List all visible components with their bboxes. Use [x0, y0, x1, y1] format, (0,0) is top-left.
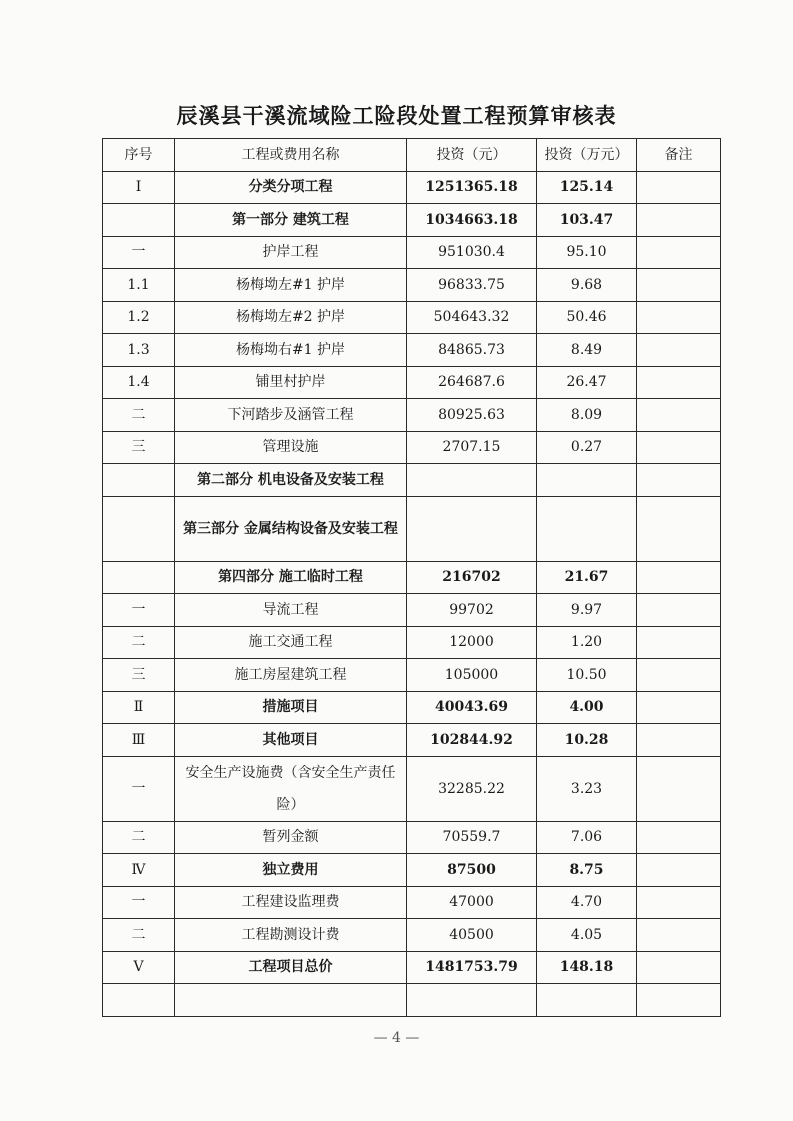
row-note	[637, 464, 721, 497]
table-row	[103, 691, 721, 724]
row-note	[637, 334, 721, 367]
row-item-name: 护岸工程	[175, 236, 407, 269]
table-row	[103, 334, 721, 367]
row-seq: 1.3	[103, 334, 175, 367]
row-item-name: 第二部分 机电设备及安装工程	[175, 464, 407, 497]
row-investment-yuan: 87500	[407, 854, 537, 887]
row-investment-yuan	[407, 496, 537, 561]
row-item-name: 其他项目	[175, 724, 407, 757]
header-seq: 序号	[103, 139, 175, 172]
row-seq: 一	[103, 886, 175, 919]
row-item-name: 导流工程	[175, 594, 407, 627]
row-investment-wan: 3.23	[537, 756, 637, 821]
table-row	[103, 821, 721, 854]
row-investment-wan: 0.27	[537, 431, 637, 464]
row-investment-wan	[537, 464, 637, 497]
row-seq	[103, 204, 175, 237]
row-seq: 二	[103, 399, 175, 432]
table-row	[103, 236, 721, 269]
table-row	[103, 626, 721, 659]
row-investment-yuan: 40500	[407, 919, 537, 952]
row-note	[637, 269, 721, 302]
row-seq: 1.2	[103, 301, 175, 334]
row-investment-wan: 8.75	[537, 854, 637, 887]
row-item-name: 工程勘测设计费	[175, 919, 407, 952]
row-item-name: 下河踏步及涵管工程	[175, 399, 407, 432]
row-investment-yuan: 1034663.18	[407, 204, 537, 237]
row-investment-yuan: 951030.4	[407, 236, 537, 269]
row-item-name: 杨梅坳左#2 护岸	[175, 301, 407, 334]
row-seq: 三	[103, 659, 175, 692]
row-note	[637, 171, 721, 204]
row-investment-wan: 4.05	[537, 919, 637, 952]
table-row	[103, 301, 721, 334]
row-investment-wan: 4.00	[537, 691, 637, 724]
page-number: — 4 —	[373, 1030, 420, 1046]
row-investment-yuan: 105000	[407, 659, 537, 692]
row-item-name: 第一部分 建筑工程	[175, 204, 407, 237]
row-investment-wan: 9.97	[537, 594, 637, 627]
row-investment-wan: 4.70	[537, 886, 637, 919]
row-seq: Ⅲ	[103, 724, 175, 757]
table-row	[103, 431, 721, 464]
row-note	[637, 659, 721, 692]
row-investment-wan: 103.47	[537, 204, 637, 237]
row-investment-wan: 10.28	[537, 724, 637, 757]
row-note	[637, 431, 721, 464]
row-investment-wan: 50.46	[537, 301, 637, 334]
row-note	[637, 756, 721, 821]
row-note	[637, 886, 721, 919]
table-row	[103, 886, 721, 919]
row-seq: 一	[103, 756, 175, 821]
row-investment-wan: 26.47	[537, 366, 637, 399]
page-title: 辰溪县干溪流域险工险段处置工程预算审核表	[176, 103, 617, 128]
row-item-name: 工程建设监理费	[175, 886, 407, 919]
table-row	[103, 594, 721, 627]
row-seq: Ⅱ	[103, 691, 175, 724]
table-row	[103, 854, 721, 887]
table-row	[103, 464, 721, 497]
row-note	[637, 951, 721, 984]
row-seq: Ⅰ	[103, 171, 175, 204]
row-seq: 二	[103, 626, 175, 659]
row-note	[637, 561, 721, 594]
row-investment-wan: 8.49	[537, 334, 637, 367]
row-item-name: 独立费用	[175, 854, 407, 887]
row-note	[637, 496, 721, 561]
header-note: 备注	[637, 139, 721, 172]
row-investment-wan: 8.09	[537, 399, 637, 432]
row-investment-yuan: 80925.63	[407, 399, 537, 432]
table-row	[103, 399, 721, 432]
header-name: 工程或费用名称	[175, 139, 407, 172]
table-row	[103, 366, 721, 399]
row-seq: 1.4	[103, 366, 175, 399]
row-investment-yuan: 216702	[407, 561, 537, 594]
table-row	[103, 919, 721, 952]
row-item-name: 杨梅坳右#1 护岸	[175, 334, 407, 367]
row-seq: 二	[103, 821, 175, 854]
row-investment-wan: 9.68	[537, 269, 637, 302]
row-item-name: 安全生产设施费（含安全生产责任险）	[175, 756, 407, 821]
table-row	[103, 269, 721, 302]
row-note	[637, 301, 721, 334]
row-note	[637, 724, 721, 757]
row-investment-yuan: 40043.69	[407, 691, 537, 724]
row-investment-wan: 21.67	[537, 561, 637, 594]
row-investment-wan	[537, 984, 637, 1017]
budget-table	[102, 138, 721, 1017]
row-investment-yuan: 264687.6	[407, 366, 537, 399]
row-investment-wan: 7.06	[537, 821, 637, 854]
row-note	[637, 399, 721, 432]
row-note	[637, 984, 721, 1017]
row-investment-yuan: 102844.92	[407, 724, 537, 757]
row-seq	[103, 496, 175, 561]
header-yuan: 投资（元）	[407, 139, 537, 172]
row-investment-wan: 1.20	[537, 626, 637, 659]
table-row	[103, 496, 721, 561]
table-row	[103, 724, 721, 757]
row-item-name: 工程项目总价	[175, 951, 407, 984]
row-item-name: 施工交通工程	[175, 626, 407, 659]
row-item-name: 第三部分 金属结构设备及安装工程	[175, 496, 407, 561]
row-investment-yuan: 1481753.79	[407, 951, 537, 984]
row-item-name: 第四部分 施工临时工程	[175, 561, 407, 594]
row-investment-wan	[537, 496, 637, 561]
table-row	[103, 171, 721, 204]
row-investment-yuan	[407, 984, 537, 1017]
row-item-name: 暂列金额	[175, 821, 407, 854]
row-investment-yuan: 1251365.18	[407, 171, 537, 204]
row-note	[637, 626, 721, 659]
table-header-row	[103, 139, 721, 172]
row-seq: Ⅴ	[103, 951, 175, 984]
row-note	[637, 691, 721, 724]
row-seq: 一	[103, 594, 175, 627]
table-row	[103, 756, 721, 821]
row-item-name: 管理设施	[175, 431, 407, 464]
table-row	[103, 659, 721, 692]
row-item-name: 杨梅坳左#1 护岸	[175, 269, 407, 302]
row-investment-yuan: 504643.32	[407, 301, 537, 334]
row-item-name	[175, 984, 407, 1017]
row-seq	[103, 464, 175, 497]
row-investment-wan: 125.14	[537, 171, 637, 204]
row-investment-yuan	[407, 464, 537, 497]
row-note	[637, 236, 721, 269]
row-seq	[103, 561, 175, 594]
row-note	[637, 919, 721, 952]
row-note	[637, 821, 721, 854]
row-note	[637, 204, 721, 237]
row-investment-yuan: 2707.15	[407, 431, 537, 464]
row-investment-yuan: 96833.75	[407, 269, 537, 302]
row-seq: 三	[103, 431, 175, 464]
table-row	[103, 984, 721, 1017]
row-investment-yuan: 99702	[407, 594, 537, 627]
row-investment-wan: 95.10	[537, 236, 637, 269]
row-investment-yuan: 84865.73	[407, 334, 537, 367]
header-wan: 投资（万元）	[537, 139, 637, 172]
row-note	[637, 594, 721, 627]
row-investment-yuan: 12000	[407, 626, 537, 659]
row-item-name: 措施项目	[175, 691, 407, 724]
row-investment-yuan: 32285.22	[407, 756, 537, 821]
table-row	[103, 561, 721, 594]
table-row	[103, 951, 721, 984]
row-seq: 一	[103, 236, 175, 269]
row-note	[637, 366, 721, 399]
row-item-name: 施工房屋建筑工程	[175, 659, 407, 692]
row-seq: 1.1	[103, 269, 175, 302]
row-investment-wan: 10.50	[537, 659, 637, 692]
row-investment-yuan: 70559.7	[407, 821, 537, 854]
row-item-name: 分类分项工程	[175, 171, 407, 204]
table-row	[103, 204, 721, 237]
row-note	[637, 854, 721, 887]
row-investment-wan: 148.18	[537, 951, 637, 984]
row-seq: 二	[103, 919, 175, 952]
row-seq: Ⅳ	[103, 854, 175, 887]
row-item-name: 铺里村护岸	[175, 366, 407, 399]
row-seq	[103, 984, 175, 1017]
row-investment-yuan: 47000	[407, 886, 537, 919]
